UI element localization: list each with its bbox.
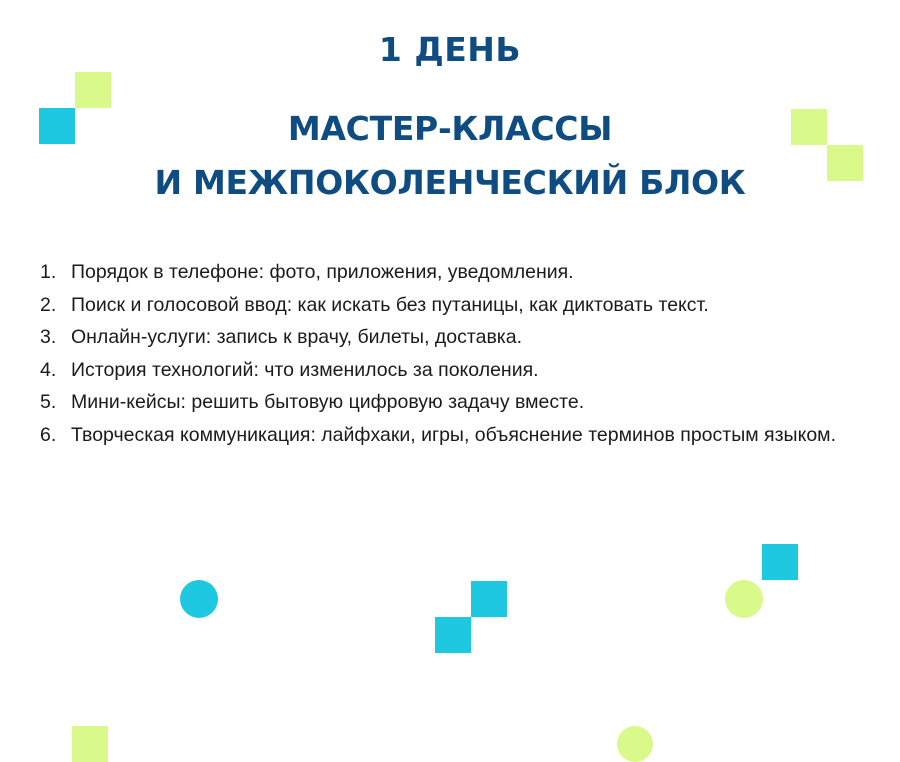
decor-circle-cyan [180,580,218,618]
decor-square-lime [75,72,111,108]
item-number: 5. [40,391,57,413]
decor-square-lime [791,109,827,145]
block-title [0,102,900,210]
decor-circle-lime [617,726,653,762]
item-text: История технологий: что изменилось за поколения. [71,358,539,381]
item-text: Порядок в телефоне: фото, приложения, уведомления. [71,261,574,283]
decor-circle-lime [725,580,763,618]
item-text: Поиск и голосовой ввод: как искать без путаницы, как диктовать текст. [71,293,709,316]
decor-square-cyan [471,581,507,617]
decor-square-lime [72,726,108,762]
item-text: Творческая коммуникация: лайфхаки, игры, объяснение терминов простым языком. [71,423,836,446]
item-text: Мини-кейсы: решить бытовую цифровую задачу вместе. [71,391,585,413]
decor-square-lime [827,145,863,181]
item-number: 4. [40,358,57,381]
list-item [40,419,880,452]
item-text: Онлайн-услуги: запись к врачу, билеты, доставка. [71,326,523,348]
decor-square-cyan [435,617,471,653]
program-list [40,256,880,451]
block-title-line-1: МАСТЕР-КЛАССЫ [287,109,613,148]
list-item [40,321,880,354]
list-item [40,256,880,289]
item-number: 6. [40,423,57,446]
list-item [40,386,880,419]
item-number: 3. [40,326,57,348]
item-number: 1. [40,261,57,283]
decor-square-cyan [762,544,798,580]
decor-square-cyan [39,108,75,144]
block-title-line-2: И МЕЖПОКОЛЕНЧЕСКИЙ БЛОК [154,163,746,202]
day-title: 1 ДЕНЬ [378,30,522,69]
list-item [40,289,880,322]
list-item [40,354,880,387]
item-number: 2. [40,293,57,316]
